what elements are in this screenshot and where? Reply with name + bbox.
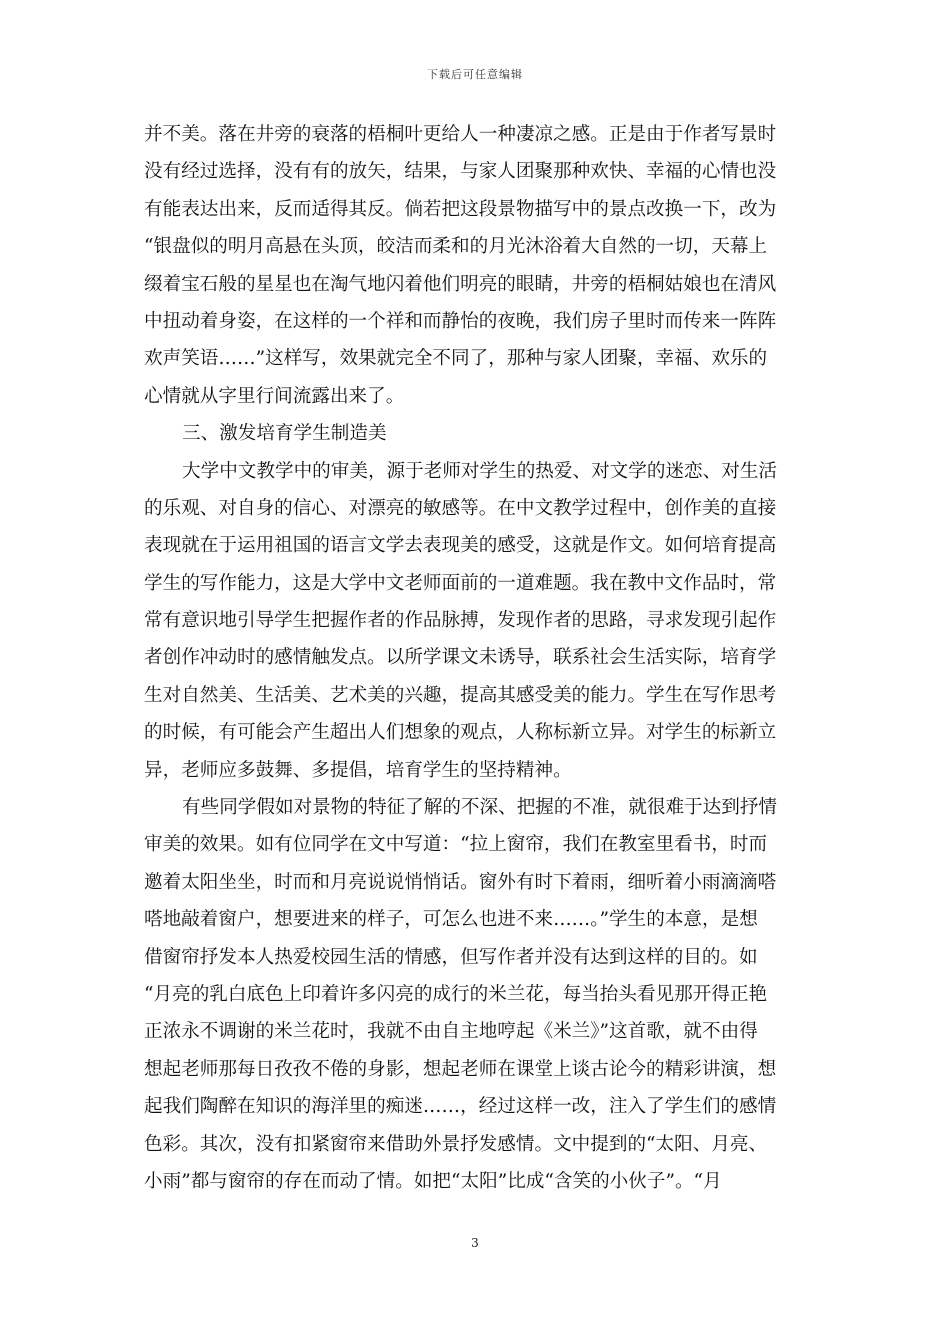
text-line: 并不美。落在井旁的衰落的梧桐叶更给人一种凄凉之感。正是由于作者写景时 [144,124,777,145]
section-heading: 三、激发培育学生制造美 [182,423,387,445]
text-line: 邀着太阳坐坐，时而和月亮说说悄悄话。窗外有时下着雨，细听着小雨滴滴嗒 [144,871,777,893]
text-line: 中扭动着身姿，在这样的一个祥和而静怡的夜晚，我们房子里时而传来一阵阵 [144,310,777,332]
text-line: 心情就从字里行间流露出来了。 [144,385,405,407]
text-line: 色彩。其次，没有扣紧窗帘来借助外景抒发感情。文中提到的“太阳、月亮、 [144,1133,768,1155]
text-line: 表现就在于运用祖国的语言文学去表现美的感受，这就是作文。如何培育提高 [144,535,777,557]
page-number: 3 [471,1236,479,1250]
text-line: 学生的写作能力，这是大学中文老师面前的一道难题。我在教中文作品时，常 [144,572,777,594]
text-line: 生对自然美、生活美、艺术美的兴趣，提高其感受美的能力。学生在写作思考 [144,684,777,706]
text-line: “月亮的乳白底色上印着许多闪亮的成行的米兰花，每当抬头看见那开得正艳 [144,983,768,1005]
text-line: 有能表达出来，反而适得其反。倘若把这段景物描写中的景点改换一下，改为 [144,198,777,220]
text-line: 正浓永不调谢的米兰花时，我就不由自主地哼起《米兰》”这首歌，就不由得 [144,1021,758,1043]
text-line: 异，老师应多鼓舞、多提倡，培育学生的坚持精神。 [144,759,572,781]
text-line: “银盘似的明月高悬在头顶，皎洁而柔和的月光沐浴着大自然的一切，天幕上 [144,236,768,258]
document-body [144,116,808,1200]
text-line: 欢声笑语……”这样写，效果就完全不同了，那种与家人团聚，幸福、欢乐的 [144,348,768,370]
text-line: 者创作冲动时的感情触发点。以所学课文未诱导，联系社会生活实际，培育学 [144,647,777,669]
page-header: 下载后可任意编辑 [427,68,523,81]
text-line: 缀着宝石般的星星也在淘气地闪着他们明亮的眼睛，井旁的梧桐姑娘也在清风 [144,273,777,295]
text-line: 借窗帘抒发本人热爱校园生活的情感，但写作者并没有达到这样的目的。如 [144,946,758,968]
text-line: 嗒地敲着窗户，想要进来的样子，可怎么也进不来……。”学生的本意，是想 [144,909,758,931]
text-line: 审美的效果。如有位同学在文中写道：“拉上窗帘，我们在教室里看书，时而 [144,834,768,856]
text-line: 的时候，有可能会产生超出人们想象的观点，人称标新立异。对学生的标新立 [144,722,777,744]
text-line: 小雨”都与窗帘的存在而动了情。如把“太阳”比成“含笑的小伙子”。“月 [144,1170,722,1192]
paragraph-first-line: 大学中文教学中的审美，源于老师对学生的热爱、对文学的迷恋、对生活 [182,460,778,482]
text-line: 想起老师那每日孜孜不倦的身影，想起老师在课堂上谈古论今的精彩讲演，想 [144,1058,777,1080]
text-line: 没有经过选择，没有有的放矢，结果，与家人团聚那种欢快、幸福的心情也没 [144,161,777,183]
text-line: 的乐观、对自身的信心、对漂亮的敏感等。在中文教学过程中，创作美的直接 [144,497,777,519]
text-line: 常有意识地引导学生把握作者的作品脉搏，发现作者的思路，寻求发现引起作 [144,610,777,632]
paragraph-first-line: 有些同学假如对景物的特征了解的不深、把握的不准，就很难于达到抒情 [182,797,778,819]
text-line: 起我们陶醉在知识的海洋里的痴迷……，经过这样一改，注入了学生们的感情 [144,1096,777,1118]
